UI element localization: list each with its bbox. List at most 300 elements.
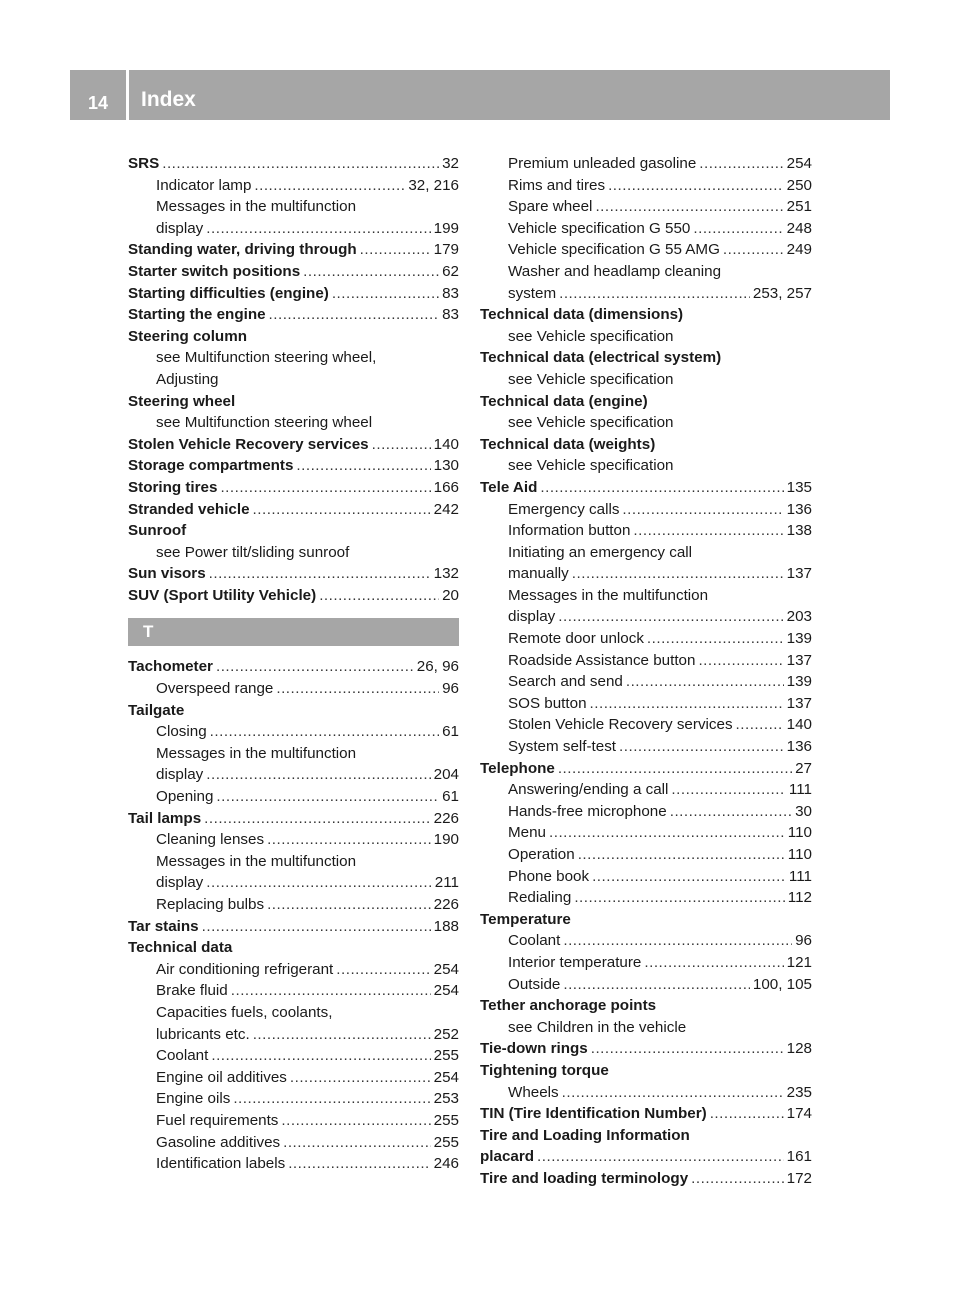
entry-text: see Multifunction steering wheel, <box>156 349 377 367</box>
dot-leader <box>233 1088 430 1110</box>
dot-leader <box>253 1024 431 1046</box>
index-subentry <box>480 952 812 974</box>
dot-leader <box>231 980 431 1002</box>
page-ref: 255 <box>433 1047 459 1065</box>
dot-leader <box>220 477 430 499</box>
entry-text: Tether anchorage points <box>480 997 657 1015</box>
dot-leader <box>269 304 440 326</box>
dot-leader <box>562 1082 784 1104</box>
entry-text: Menu <box>508 824 546 842</box>
dot-leader <box>209 563 431 585</box>
dot-leader <box>572 563 784 585</box>
index-subentry <box>480 499 812 521</box>
page-ref: 27 <box>795 759 812 777</box>
dot-leader <box>372 434 431 456</box>
entry-text: Temperature <box>480 910 571 928</box>
index-entry <box>128 391 459 413</box>
index-subentry <box>480 153 812 175</box>
entry-text: Initiating an emergency call <box>508 543 693 561</box>
index-entry <box>128 700 459 722</box>
index-entry <box>128 808 459 830</box>
dot-leader <box>216 656 414 678</box>
page-ref: 211 <box>434 874 459 892</box>
index-subentry <box>128 1110 459 1132</box>
index-subentry <box>480 239 812 261</box>
entry-text: Tail lamps <box>128 809 202 827</box>
entry-text: Opening <box>156 788 214 806</box>
dot-leader <box>670 801 792 823</box>
dot-leader <box>590 693 784 715</box>
dot-leader <box>559 283 750 305</box>
entry-text: Tightening torque <box>480 1061 609 1079</box>
dot-leader <box>578 844 785 866</box>
page-ref: 137 <box>786 565 812 583</box>
page-ref: 255 <box>433 1133 459 1151</box>
dot-leader <box>537 1146 784 1168</box>
index-entry <box>128 499 459 521</box>
index-entry <box>128 153 459 175</box>
index-subentry <box>128 959 459 981</box>
entry-text: SRS <box>128 155 160 172</box>
index-subentry <box>480 326 812 348</box>
entry-text: Gasoline additives <box>156 1133 281 1151</box>
entry-text: Tailgate <box>128 701 185 719</box>
page-ref: 32, 216 <box>408 176 459 194</box>
page-ref: 161 <box>786 1148 812 1166</box>
page-ref: 204 <box>433 766 459 784</box>
page-ref: 137 <box>786 651 812 669</box>
entry-text: display <box>156 766 204 784</box>
index-subentry <box>128 894 459 916</box>
index-entry <box>128 520 459 542</box>
dot-leader <box>691 1168 784 1190</box>
page-ref: 140 <box>786 716 812 734</box>
dot-leader <box>210 721 439 743</box>
page-ref: 26, 96 <box>416 658 459 676</box>
index-entry <box>480 304 812 326</box>
index-entry <box>480 909 812 931</box>
header-divider <box>126 70 129 120</box>
index-entry <box>128 455 459 477</box>
index-subentry <box>128 347 459 369</box>
index-subentry <box>480 714 812 736</box>
entry-text: Search and send <box>508 673 623 691</box>
index-entry <box>480 477 812 499</box>
dot-leader <box>202 916 431 938</box>
entry-text: Answering/ending a call <box>508 781 669 799</box>
entry-text: Engine oils <box>156 1090 231 1108</box>
dot-leader <box>626 671 784 693</box>
index-subentry <box>128 1067 459 1089</box>
entry-text: Premium unleaded gasoline <box>508 155 697 172</box>
dot-leader <box>254 175 405 197</box>
dot-leader <box>698 650 783 672</box>
page-ref: 251 <box>786 198 812 216</box>
entry-text: Replacing bulbs <box>156 896 265 913</box>
index-entry <box>128 656 459 678</box>
page-ref: 254 <box>433 1068 459 1086</box>
index-entry <box>480 391 812 413</box>
entry-text: Coolant <box>156 1047 209 1065</box>
index-entry <box>128 326 459 348</box>
entry-text: see Vehicle specification <box>508 327 674 345</box>
dot-leader <box>540 477 783 499</box>
entry-text: Tire and loading terminology <box>480 1169 689 1187</box>
page-ref: 135 <box>786 478 812 496</box>
index-subentry <box>128 980 459 1002</box>
index-subentry <box>128 1045 459 1067</box>
page-ref: 139 <box>786 673 812 691</box>
entry-text: see Vehicle specification <box>508 370 674 388</box>
index-subentry <box>480 822 812 844</box>
dot-leader <box>563 930 792 952</box>
page-ref: 111 <box>788 867 812 885</box>
entry-text: Closing <box>156 723 207 741</box>
entry-text: Vehicle specification G 55 AMG <box>508 241 720 259</box>
index-subentry <box>128 1132 459 1154</box>
page-ref: 111 <box>788 781 812 799</box>
entry-text: Stolen Vehicle Recovery services <box>128 435 369 453</box>
dot-leader <box>296 455 430 477</box>
index-column-right <box>480 153 812 1190</box>
index-entry <box>480 1103 812 1125</box>
index-entry <box>480 758 812 780</box>
entry-text: see Vehicle specification <box>508 414 674 432</box>
index-subentry <box>128 786 459 808</box>
entry-text: Rims and tires <box>508 176 606 194</box>
entry-text: Technical data (weights) <box>480 435 656 453</box>
page-ref: 252 <box>433 1025 459 1043</box>
entry-text: see Vehicle specification <box>508 457 674 475</box>
entry-text: lubricants etc. <box>156 1025 250 1043</box>
page-ref: 140 <box>433 435 459 453</box>
index-entry <box>480 1146 812 1168</box>
page-ref: 190 <box>433 831 459 849</box>
page-ref: 121 <box>786 953 812 971</box>
dot-leader <box>592 866 786 888</box>
page-ref: 255 <box>433 1111 459 1129</box>
entry-text: Redialing <box>508 889 572 907</box>
page-ref: 110 <box>787 846 812 863</box>
index-subentry <box>480 693 812 715</box>
index-subentry <box>128 1024 459 1046</box>
entry-text: Spare wheel <box>508 198 593 216</box>
dot-leader <box>288 1153 430 1175</box>
page-ref: 20 <box>442 586 459 604</box>
index-subentry <box>128 764 459 786</box>
dot-leader <box>558 758 792 780</box>
page-number: 14 <box>87 93 109 113</box>
entry-text: Messages in the multifunction <box>156 852 357 870</box>
section-title: Index <box>141 88 196 111</box>
index-group-s <box>128 153 459 606</box>
entry-text: manually <box>508 565 569 583</box>
index-subentry <box>480 844 812 866</box>
entry-text: Tie-down rings <box>480 1040 588 1058</box>
entry-text: Telephone <box>480 759 555 777</box>
page-ref: 242 <box>433 500 459 518</box>
index-entry <box>480 347 812 369</box>
dot-leader <box>736 714 784 736</box>
page-ref: 32 <box>442 155 459 172</box>
entry-text: Air conditioning refrigerant <box>156 960 334 978</box>
entry-text: Information button <box>508 522 631 540</box>
page-ref: 30 <box>795 802 812 820</box>
page-header <box>70 70 890 120</box>
entry-text: Starting difficulties (engine) <box>128 284 329 302</box>
index-subentry <box>128 829 459 851</box>
index-column-left <box>128 153 459 1175</box>
page-ref: 254 <box>433 982 459 1000</box>
index-subentry <box>128 412 459 434</box>
page-ref: 83 <box>442 284 459 302</box>
page-ref: 199 <box>433 219 459 237</box>
page-ref: 248 <box>786 219 812 237</box>
index-subentry <box>128 1088 459 1110</box>
index-group-t-continued <box>480 153 812 1190</box>
index-subentry <box>480 974 812 996</box>
entry-text: Operation <box>508 846 575 863</box>
dot-leader <box>206 218 430 240</box>
index-subentry <box>480 412 812 434</box>
dot-leader <box>644 952 783 974</box>
page-ref: 62 <box>442 262 459 280</box>
page-ref: 253 <box>433 1090 459 1108</box>
dot-leader <box>206 764 430 786</box>
entry-text: Steering column <box>128 327 247 345</box>
index-subentry <box>480 175 812 197</box>
entry-text: Sunroof <box>128 522 187 540</box>
dot-leader <box>283 1132 431 1154</box>
page-ref: 172 <box>786 1169 812 1187</box>
entry-text: Stolen Vehicle Recovery services <box>508 716 733 734</box>
entry-text: display <box>156 219 204 237</box>
index-entry <box>128 477 459 499</box>
index-subentry <box>480 261 812 283</box>
entry-text: see Multifunction steering wheel <box>156 414 373 432</box>
index-entry <box>128 434 459 456</box>
dot-leader <box>206 872 432 894</box>
page-ref: 254 <box>786 155 812 172</box>
index-subentry <box>480 1017 812 1039</box>
dot-leader <box>619 736 784 758</box>
dot-leader <box>276 678 439 700</box>
entry-text: Cleaning lenses <box>156 831 265 849</box>
entry-text: Steering wheel <box>128 392 236 410</box>
index-subentry <box>480 218 812 240</box>
entry-text: Capacities fuels, coolants, <box>156 1003 333 1021</box>
index-entry <box>480 434 812 456</box>
letter-heading-t: T <box>128 618 459 646</box>
index-subentry <box>480 801 812 823</box>
dot-leader <box>693 218 783 240</box>
entry-text: Starting the engine <box>128 306 266 324</box>
index-entry <box>480 1038 812 1060</box>
page-ref: 254 <box>433 960 459 978</box>
entry-text: Roadside Assistance button <box>508 651 696 669</box>
index-entry <box>480 995 812 1017</box>
page-ref: 137 <box>786 694 812 712</box>
index-subentry <box>128 218 459 240</box>
entry-text: Messages in the multifunction <box>508 586 709 604</box>
page-ref: 100, 105 <box>752 975 812 993</box>
dot-leader <box>204 808 431 830</box>
dot-leader <box>290 1067 431 1089</box>
index-subentry <box>128 196 459 218</box>
index-subentry <box>128 369 459 391</box>
page-ref: 246 <box>433 1155 459 1173</box>
entry-text: Emergency calls <box>508 500 620 518</box>
index-subentry <box>480 542 812 564</box>
entry-text: Technical data <box>128 939 233 957</box>
index-entry <box>128 283 459 305</box>
page-ref: 132 <box>433 565 459 583</box>
page-ref: 136 <box>786 500 812 518</box>
page-ref: 96 <box>442 680 459 698</box>
page-ref: 235 <box>786 1083 812 1101</box>
index-subentry <box>128 1002 459 1024</box>
entry-text: Tachometer <box>128 658 213 676</box>
entry-text: Stranded vehicle <box>128 500 250 518</box>
entry-text: Sun visors <box>128 565 206 583</box>
entry-text: Identification labels <box>156 1155 286 1173</box>
index-entry <box>480 1125 812 1147</box>
dot-leader <box>710 1103 784 1125</box>
page-ref: 249 <box>786 241 812 259</box>
index-subentry <box>480 585 812 607</box>
dot-leader <box>723 239 784 261</box>
index-subentry <box>480 671 812 693</box>
entry-text: SOS button <box>508 694 587 712</box>
entry-text: Outside <box>508 975 561 993</box>
index-group-t <box>128 656 459 1174</box>
entry-text: System self-test <box>508 738 617 756</box>
index-subentry <box>480 283 812 305</box>
index-entry <box>128 239 459 261</box>
entry-text: Engine oil additives <box>156 1068 287 1086</box>
index-subentry <box>480 779 812 801</box>
page-ref: 139 <box>786 630 812 648</box>
dot-leader <box>622 499 783 521</box>
page-ref: 110 <box>787 824 812 842</box>
page-ref: 179 <box>433 241 459 259</box>
entry-text: TIN (Tire Identification Number) <box>480 1105 707 1123</box>
page-ref: 174 <box>786 1105 812 1123</box>
entry-text: Adjusting <box>156 370 219 388</box>
index-subentry <box>128 743 459 765</box>
page-ref: 112 <box>787 889 812 907</box>
page-ref: 166 <box>433 478 459 496</box>
index-subentry <box>128 1153 459 1175</box>
index-subentry <box>480 650 812 672</box>
dot-leader <box>216 786 439 808</box>
dot-leader <box>281 1110 430 1132</box>
page-ref: 226 <box>433 809 459 827</box>
entry-text: Messages in the multifunction <box>156 198 357 216</box>
dot-leader <box>336 959 430 981</box>
entry-text: Storing tires <box>128 478 218 496</box>
page-ref: 128 <box>786 1040 812 1058</box>
entry-text: Hands-free microphone <box>508 802 667 820</box>
dot-leader <box>360 239 431 261</box>
page-ref: 61 <box>442 788 459 806</box>
entry-text: Washer and headlamp cleaning <box>508 262 722 280</box>
page-ref: 188 <box>433 917 459 935</box>
entry-text: Technical data (electrical system) <box>480 349 722 367</box>
entry-text: see Children in the vehicle <box>508 1018 687 1036</box>
index-entry <box>128 585 459 607</box>
entry-text: Fuel requirements <box>156 1111 279 1129</box>
entry-text: Interior temperature <box>508 953 642 971</box>
dot-leader <box>549 822 785 844</box>
dot-leader <box>591 1038 784 1060</box>
index-subentry <box>480 736 812 758</box>
entry-text: SUV (Sport Utility Vehicle) <box>128 586 317 604</box>
index-subentry <box>128 851 459 873</box>
page-ref: 83 <box>442 306 459 324</box>
entry-text: Indicator lamp <box>156 176 252 194</box>
entry-text: Messages in the multifunction <box>156 744 357 762</box>
entry-text: placard <box>480 1148 535 1166</box>
entry-text: Standing water, driving through <box>128 241 357 259</box>
page-ref: 130 <box>433 457 459 475</box>
index-entry <box>128 563 459 585</box>
index-entry <box>480 1060 812 1082</box>
entry-text: Tar stains <box>128 917 199 935</box>
index-subentry <box>480 866 812 888</box>
dot-leader <box>162 153 439 175</box>
index-subentry <box>480 628 812 650</box>
index-subentry <box>128 678 459 700</box>
dot-leader <box>647 628 784 650</box>
page-ref: 96 <box>795 932 812 950</box>
page-ref: 226 <box>433 896 459 913</box>
index-subentry <box>128 721 459 743</box>
dot-leader <box>671 779 785 801</box>
dot-leader <box>332 283 439 305</box>
entry-text: Technical data (dimensions) <box>480 306 684 324</box>
dot-leader <box>211 1045 430 1067</box>
entry-text: Remote door unlock <box>508 630 644 648</box>
index-subentry <box>480 455 812 477</box>
index-subentry <box>128 542 459 564</box>
index-entry <box>128 261 459 283</box>
index-subentry <box>480 887 812 909</box>
index-entry <box>128 916 459 938</box>
page-ref: 253, 257 <box>752 284 812 302</box>
entry-text: display <box>156 874 204 892</box>
dot-leader <box>558 606 783 628</box>
page-ref: 203 <box>786 608 812 626</box>
index-subentry <box>128 175 459 197</box>
index-entry <box>480 1168 812 1190</box>
entry-text: Tele Aid <box>480 478 538 496</box>
dot-leader <box>699 153 783 175</box>
index-subentry <box>480 196 812 218</box>
dot-leader <box>633 520 783 542</box>
entry-text: Brake fluid <box>156 982 228 1000</box>
dot-leader <box>303 261 439 283</box>
dot-leader <box>267 829 431 851</box>
entry-text: Coolant <box>508 932 561 950</box>
index-subentry <box>480 930 812 952</box>
entry-text: Storage compartments <box>128 457 294 475</box>
dot-leader <box>563 974 750 996</box>
page-ref: 250 <box>786 176 812 194</box>
entry-text: Starter switch positions <box>128 262 301 280</box>
entry-text: Technical data (engine) <box>480 392 648 410</box>
entry-text: Vehicle specification G 550 <box>508 219 691 237</box>
